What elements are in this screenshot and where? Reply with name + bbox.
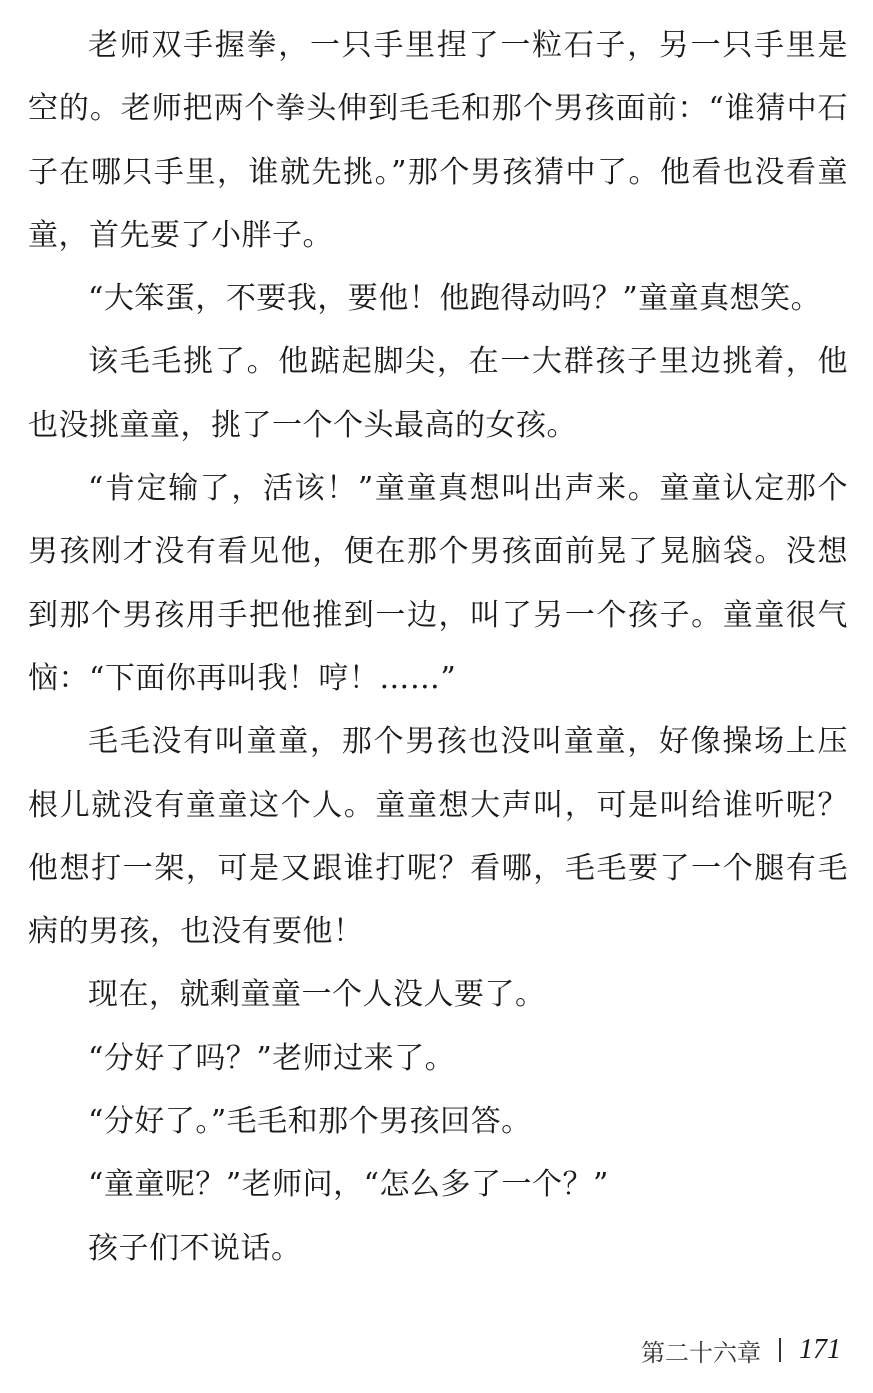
paragraph: 毛毛没有叫童童，那个男孩也没叫童童，好像操场上压根儿就没有童童这个人。童童想大声叫，可是叫给谁听呢？他想打一架，可是又跟谁打呢？看哪，毛毛要了一个腿有毛病的男孩，也没有要他！ [28, 724, 848, 950]
paragraph: “分好了吗？”老师过来了。 [88, 1040, 456, 1076]
paragraph: “分好了。”毛毛和那个男孩回答。 [88, 1104, 532, 1140]
page-number: 171 [799, 1334, 841, 1365]
body-text [28, 14, 848, 1280]
page-footer [641, 1330, 841, 1370]
paragraph: 老师双手握拳，一只手里捏了一粒石子，另一只手里是空的。老师把两个拳头伸到毛毛和那个男孩面前：“谁猜中石子在哪只手里，谁就先挑。”那个男孩猜中了。他看也没看童童，首先要了小胖子。 [28, 28, 848, 253]
paragraph: “大笨蛋，不要我，要他！他跑得动吗？”童童真想笑。 [88, 281, 822, 317]
paragraph: 现在，就剩童童一个人没人要了。 [88, 977, 546, 1013]
paragraph: “肯定输了，活该！”童童真想叫出声来。童童认定那个男孩刚才没有看见他，便在那个男孩面前晃了晃脑袋。没想到那个男孩用手把他推到一边，叫了另一个孩子。童童很气恼：“下面你再叫我！哼！……” [28, 471, 848, 696]
paragraph: 孩子们不说话。 [88, 1230, 302, 1266]
paragraph: “童童呢？”老师问，“怎么多了一个？” [88, 1167, 609, 1203]
footer-divider [779, 1338, 781, 1362]
paragraph: 该毛毛挑了。他踮起脚尖，在一大群孩子里边挑着，他也没挑童童，挑了一个个头最高的女孩。 [28, 344, 848, 443]
chapter-label: 第二十六章 [641, 1338, 761, 1367]
